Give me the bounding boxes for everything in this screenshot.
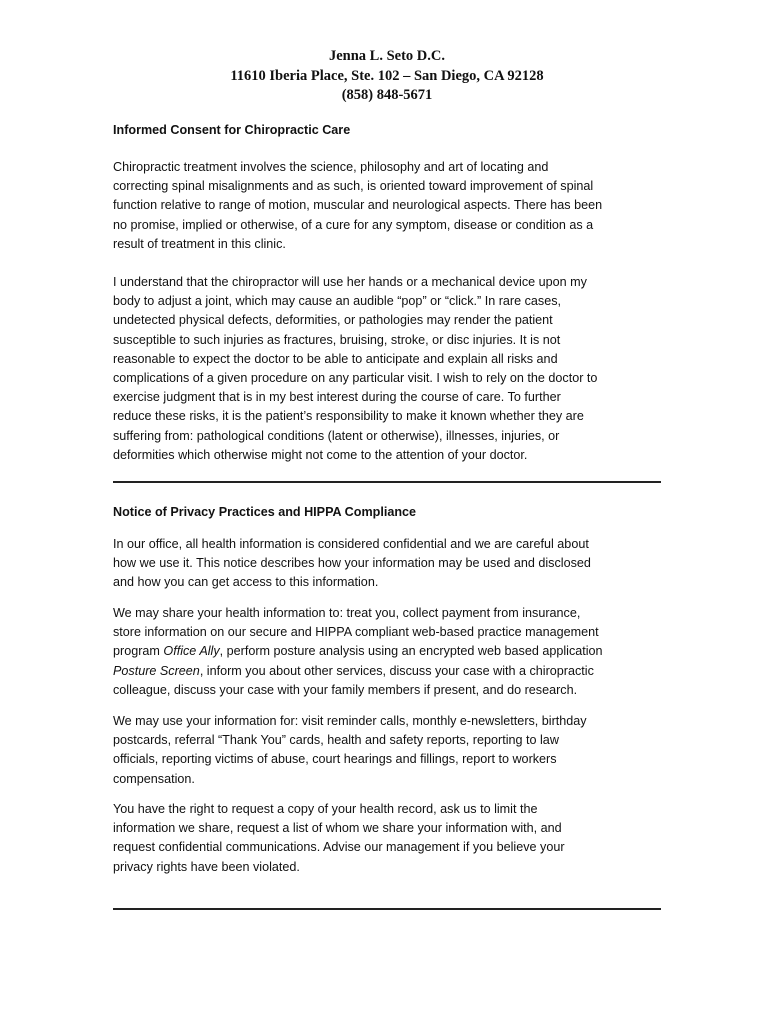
text-line: compensation. (113, 771, 195, 786)
text-fragment: , inform you about other services, discuss your case with a chiropractic (199, 663, 594, 678)
text-line: and how you can get access to this information. (113, 575, 379, 590)
text-line: undetected physical defects, deformities, or pathologies may render the patient (113, 313, 553, 328)
software-name: Office Ally (163, 644, 220, 659)
text-line: function relative to range of motion, muscular and neurological aspects. There has been (113, 198, 603, 213)
privacy-paragraph-3 (113, 712, 661, 789)
text-line: reduce these risks, it is the patient’s responsibility to make it known whether they are (113, 409, 584, 424)
text-line: exercise judgment that is in my best interest during the course of care. To further (113, 390, 561, 405)
text-line: deformities which otherwise might not come to the attention of your doctor. (113, 447, 528, 462)
text-line: suffering from: pathological conditions (latent or otherwise), illnesses, injuries, or (113, 428, 560, 443)
text-line: store information on our secure and HIPPA compliant web-based practice management (113, 625, 599, 640)
privacy-paragraph-1 (113, 535, 661, 593)
section-divider (113, 908, 661, 910)
text-line: susceptible to such injuries as fractures, bruising, stroke, or disc injuries. It is not (113, 332, 561, 347)
text-line: body to adjust a joint, which may cause an audible “pop” or “click.” In rare cases, (113, 294, 561, 309)
consent-title: Informed Consent for Chiropractic Care (113, 123, 351, 137)
text-line: officials, reporting victims of abuse, court hearings and fillings, report to workers (113, 752, 557, 767)
text-line: privacy rights have been violated. (113, 859, 300, 874)
practitioner-name: Jenna L. Seto D.C. (328, 48, 445, 64)
text-line: In our office, all health information is considered confidential and we are careful about (113, 537, 589, 551)
privacy-title: Notice of Privacy Practices and HIPPA Compliance (113, 505, 417, 519)
text-line: no promise, implied or otherwise, of a cure for any symptom, disease or condition as a (113, 217, 594, 232)
text-line: You have the right to request a copy of your health record, ask us to limit the (113, 802, 538, 816)
text-line: complications of a given procedure on any particular visit. I wish to rely on the doctor to (113, 371, 598, 386)
text-fragment: program (113, 644, 164, 659)
practice-address: 11610 Iberia Place, Ste. 102 – San Diego, CA 92128 (230, 67, 544, 84)
consent-paragraph-1 (113, 158, 661, 254)
text-fragment: , perform posture analysis using an encrypted web based application (219, 644, 603, 659)
consent-paragraph-2 (113, 273, 661, 465)
letterhead (113, 47, 661, 106)
text-line: how we use it. This notice describes how your information may be used and disclosed (113, 556, 591, 571)
text-line (113, 662, 661, 681)
text-line: We may share your health information to: treat you, collect payment from insurance, (113, 606, 581, 620)
text-line: colleague, discuss your case with your family members if present, and do research. (113, 682, 578, 697)
text-line: reasonable to expect the doctor to be able to anticipate and explain all risks and (113, 351, 558, 366)
section-divider (113, 481, 661, 483)
privacy-paragraph-4 (113, 800, 661, 877)
text-line (113, 642, 661, 661)
text-line: postcards, referral “Thank You” cards, health and safety reports, reporting to law (113, 733, 559, 748)
practice-phone: (858) 848-5671 (341, 87, 433, 103)
text-line: We may use your information for: visit reminder calls, monthly e-newsletters, birthday (113, 714, 587, 728)
text-line: Chiropractic treatment involves the science, philosophy and art of locating and (113, 160, 549, 174)
text-line: request confidential communications. Advise our management if you believe your (113, 840, 565, 855)
text-line: information we share, request a list of whom we share your information with, and (113, 821, 562, 836)
text-line: result of treatment in this clinic. (113, 236, 286, 251)
text-line: I understand that the chiropractor will use her hands or a mechanical device upon my (113, 275, 587, 289)
software-name: Posture Screen (113, 663, 200, 678)
text-line: correcting spinal misalignments and as such, is oriented toward improvement of spinal (113, 179, 594, 194)
privacy-paragraph-2 (113, 604, 661, 700)
